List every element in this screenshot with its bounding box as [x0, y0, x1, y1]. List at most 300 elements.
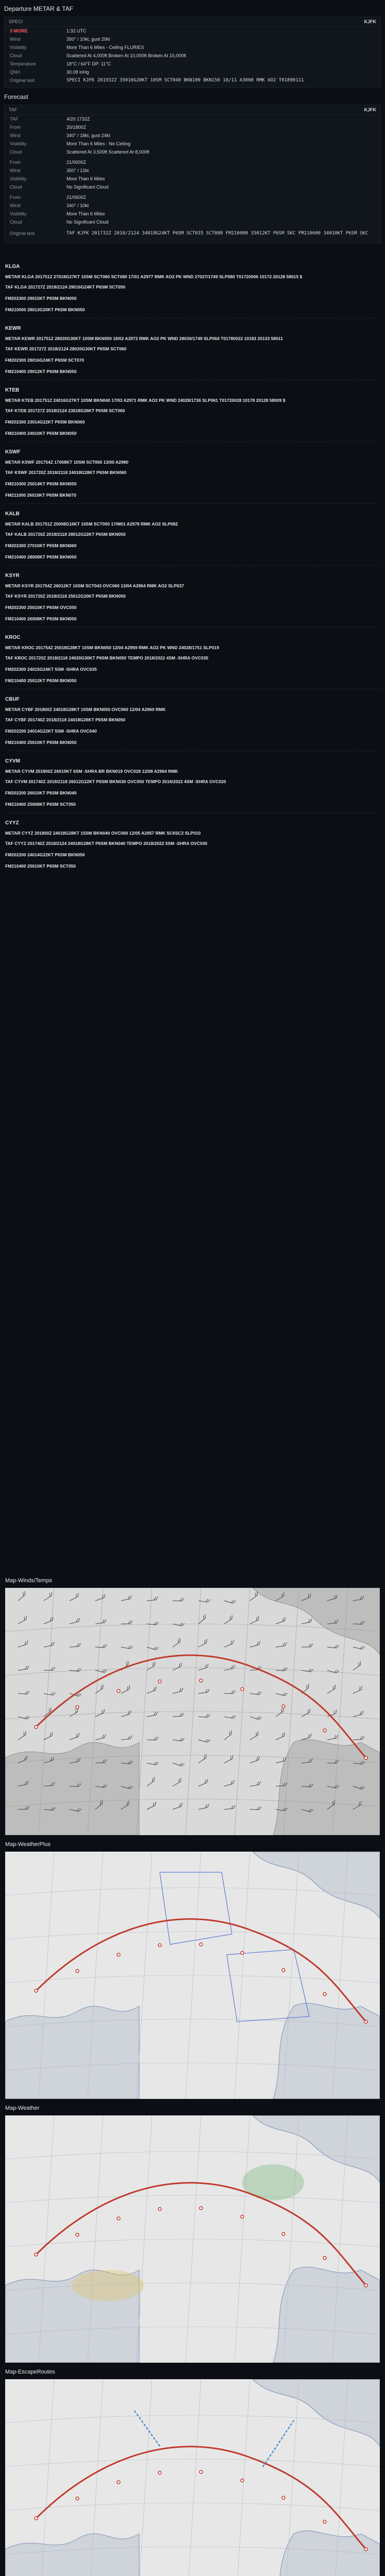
wind-barb-flag	[181, 1688, 183, 1691]
metar-line: METAR KALB 201751Z 25008G16KT 10SM SCT050 17/M01 A2978 RMK AO2 SLP082	[5, 521, 178, 527]
taf-original-value: TAF KJFK 201732Z 2018/2124 34018G24KT P6SM SCT035 SCT080 FM210000 35012KT P6SM SKC FM210600 34010KT P6SM SKC	[66, 231, 369, 236]
wind-barb	[275, 1642, 287, 1647]
p3-wind-label: Wind	[10, 203, 21, 208]
wind-barb	[17, 1640, 29, 1647]
map-title-weather: Map-Weather	[5, 2105, 40, 2111]
taf-line: FM202200 24014G22KT 5SM -SHRA OVC040	[5, 728, 97, 734]
taf-time-label: TAF	[10, 116, 19, 122]
wind-barb-shaft	[302, 1622, 311, 1624]
wind-barb	[147, 1737, 158, 1740]
wind-barb-shaft	[95, 1622, 105, 1624]
station-card	[5, 511, 380, 566]
wind-barb-flag	[79, 1643, 81, 1646]
wind-barb-shaft	[250, 1809, 259, 1810]
wind-barb-shaft	[18, 1619, 26, 1624]
wind-barb-shaft	[95, 1647, 105, 1648]
wind-barb	[43, 1642, 55, 1647]
wind-barb-shaft	[276, 1736, 284, 1740]
wind-barb	[18, 1666, 29, 1670]
station-card	[5, 573, 380, 628]
p3-cloud-label: Cloud	[10, 219, 22, 225]
wind-barb	[326, 1685, 337, 1693]
wind-barb	[18, 1714, 30, 1719]
waypoint-marker	[158, 2471, 161, 2475]
land-shape	[273, 2267, 380, 2363]
station-name: KEWR	[5, 326, 21, 331]
wind-barb	[68, 1593, 79, 1601]
wind-barb	[274, 1707, 285, 1717]
wind-barb-shaft	[353, 1689, 361, 1693]
wind-barb-flag	[258, 1641, 261, 1645]
wind-barb-flag	[103, 1645, 105, 1648]
wind-barb	[146, 1711, 158, 1717]
wind-barb	[276, 1690, 288, 1696]
wind-barb-flag	[259, 1691, 262, 1694]
temperature-label: Temperature	[10, 61, 36, 66]
wind-barb-flag	[258, 1756, 261, 1760]
waypoint-marker	[35, 1989, 38, 1992]
wind-barb-flag	[231, 1640, 235, 1643]
waypoint-marker	[323, 1993, 326, 1996]
waypoint-marker	[158, 2208, 161, 2211]
wind-barb-flag	[180, 1598, 182, 1601]
taf-line: TAF KROC 201720Z 2018/2118 24020G30KT P6SM BKN050 TEMPO 2018/2022 4SM -SHRA OVC035	[5, 655, 209, 660]
wind-barb-flag	[206, 1599, 208, 1602]
wind-barb-shaft	[70, 1621, 78, 1624]
station-list	[0, 264, 385, 869]
p3-wind: 340° / 10kt	[66, 203, 89, 208]
wind-barb	[95, 1619, 107, 1624]
wind-barb-flag	[130, 1736, 132, 1739]
wind-barb-flag	[182, 1598, 184, 1601]
waypoint-marker	[282, 1969, 285, 1972]
wind-barb-shaft	[276, 1670, 285, 1671]
taf-line: FM210400 25010KT P6SM SCT050	[5, 863, 76, 869]
wind-barb	[18, 1690, 29, 1694]
taf-line: FM210400 25012KT P6SM BKN050	[5, 678, 77, 683]
wind-barb	[302, 1644, 313, 1647]
map-weather[interactable]	[5, 2115, 380, 2363]
wind-barb	[248, 1732, 260, 1740]
page-title: Departure METAR & TAF	[4, 5, 74, 12]
wind-barb-flag	[130, 1621, 132, 1624]
station-name: KROC	[5, 635, 21, 640]
metar-line: METAR KTEB 201751Z 24016G27KT 10SM BKN040 17/03 A2971 RMK AO2 PK WND 24028/1736 SLP061 T01720028 10178 20128 58009 $	[5, 398, 286, 403]
taf-line: FM202300 28016G24KT P6SM SCT070	[5, 358, 85, 363]
wind-barb-shaft	[327, 1738, 337, 1740]
wind-barb-flag	[311, 1644, 313, 1647]
grid-line	[5, 2239, 380, 2247]
wind-barb-flag	[129, 1596, 132, 1599]
p1-visibility: More Than 6 Miles - No Ceiling	[66, 141, 130, 146]
waypoint-marker	[282, 2496, 285, 2499]
wind-barb-flag	[359, 1661, 362, 1665]
metar-time: 1:32 UTC	[66, 28, 87, 33]
visibility-label: Visibility	[10, 45, 27, 50]
grid-line	[235, 2115, 250, 2363]
taf-line: FM210000 28013G20KT P6SM BKN050	[5, 307, 85, 312]
taf-line: FM210400 24010KT P6SM BKN050	[5, 431, 77, 436]
wind-barb-flag	[103, 1709, 106, 1713]
waypoint-marker	[241, 1688, 244, 1691]
wind-barb-flag	[362, 1736, 364, 1739]
taf-line: TAF KALB 201720Z 2018/2118 28012G22KT P6SM BKN050	[5, 532, 126, 537]
wind-barb-shaft	[276, 1711, 283, 1717]
wind-barb	[223, 1755, 234, 1763]
waypoint-marker	[76, 1706, 79, 1709]
land-shape	[5, 2534, 139, 2576]
grid-line	[5, 2459, 380, 2467]
waypoint-marker	[282, 1705, 285, 1708]
wind-barb-flag	[334, 1645, 337, 1648]
wind-barb	[249, 1782, 261, 1786]
wind-barb-shaft	[250, 1620, 258, 1624]
wind-barb-shaft	[147, 1715, 156, 1717]
wind-barb	[353, 1711, 364, 1717]
wind-barb-shaft	[250, 1760, 259, 1763]
wind-barb-shaft	[250, 1595, 257, 1601]
taf-line: TAF CYVM 201740Z 2018/2118 26012G22KT P6SM BKN030 OVC050 TEMPO 2018/2022 4SM -SHRA OVC020	[5, 779, 226, 784]
cloud-value: Scattered At 4,000ft Broken At 10,000ft Broken At 15,000ft	[66, 53, 187, 58]
wind-barb-shaft	[353, 1739, 362, 1740]
wind-barb-shaft	[198, 1758, 206, 1763]
p1-wind-label: Wind	[10, 133, 21, 138]
station-card	[5, 820, 380, 869]
wind-barb-shaft	[70, 1737, 78, 1740]
wind-barb-flag	[207, 1689, 210, 1692]
wind-barb-shaft	[198, 1807, 208, 1809]
station-card	[5, 449, 380, 504]
wind-barb	[121, 1736, 132, 1740]
wind-barb-flag	[180, 1803, 183, 1806]
wind-label: Wind	[10, 37, 21, 42]
taf-line: TAF KLGA 201727Z 2018/2124 29016G24KT P6SM SCT050	[5, 284, 125, 290]
grid-line	[235, 1588, 250, 1835]
map-title-escape: Map-EscapeRoutes	[5, 2369, 55, 2375]
station-name: KSWF	[5, 449, 21, 455]
wind-barb	[224, 1805, 235, 1809]
wind-barb	[69, 1618, 80, 1624]
wind-barb-shaft	[353, 1665, 361, 1670]
wind-barb-flag	[259, 1782, 261, 1785]
wind-barb-shaft	[224, 1669, 233, 1670]
station-card	[5, 264, 380, 318]
wind-barb	[223, 1615, 234, 1624]
waypoint-marker	[241, 2215, 244, 2218]
land-shape	[253, 2379, 380, 2446]
wind-barb-shaft	[18, 1735, 26, 1740]
wind-barb	[224, 1665, 236, 1670]
wind-barb	[300, 1708, 311, 1717]
wind-barb	[327, 1735, 339, 1740]
cloud-label: Cloud	[10, 53, 22, 58]
wind-barb	[172, 1688, 184, 1693]
wind-barb-flag	[180, 1713, 182, 1716]
land-shape	[273, 1739, 380, 1835]
wind-barb-flag	[153, 1662, 157, 1665]
waypoint-marker	[282, 2232, 285, 2235]
wind-barb-shaft	[44, 1736, 52, 1740]
wind-barb	[327, 1644, 339, 1648]
wind-barb-flag	[25, 1666, 27, 1669]
wind-barb	[70, 1643, 81, 1647]
wind-barb	[121, 1621, 132, 1624]
grid-line	[5, 1711, 380, 1719]
wind-barb-flag	[156, 1711, 158, 1715]
taf-line: FM202300 23014G22KT P6SM BKN060	[5, 419, 85, 425]
wind-barb-flag	[285, 1668, 287, 1671]
wind-barb-shaft	[121, 1714, 130, 1717]
wind-barb-flag	[257, 1691, 260, 1694]
wind-barb-flag	[153, 1777, 156, 1781]
metar-panel	[4, 16, 381, 88]
wind-barb-flag	[154, 1802, 157, 1805]
taf-line: FM202300 24015G24KT 5SM -SHRA OVC035	[5, 667, 97, 672]
wind-barb	[275, 1617, 287, 1624]
wind-barb	[224, 1598, 236, 1604]
wind-barb-flag	[179, 1778, 182, 1782]
metar-line: METAR KLGA 201751Z 27018G27KT 10SM SCT060 SCT080 17/01 A2977 RMK AO2 PK WND 27027/1749 SLP080 T01720006 10172 20128 58015 $	[5, 274, 303, 279]
waypoint-marker	[117, 2481, 120, 2484]
wind-barb-shaft	[224, 1759, 232, 1763]
taf-line: TAF KSWF 201720Z 2018/2118 24018G28KT P6SM BKN060	[5, 470, 127, 475]
waypoint-marker	[323, 1729, 326, 1732]
wind-barb-shaft	[95, 1598, 104, 1601]
station-name: KSYR	[5, 573, 20, 579]
wind-barb-flag	[53, 1667, 55, 1670]
wind-barb-flag	[101, 1684, 105, 1688]
metar-line: METAR KSYR 201754Z 26012KT 10SM SCT043 OVC060 13/04 A2964 RMK AO2 SLP037	[5, 583, 184, 588]
wind-barb-flag	[307, 1684, 310, 1687]
wind-barb-flag	[154, 1737, 156, 1740]
grid-line	[137, 2115, 152, 2363]
wind-barb	[301, 1619, 313, 1624]
grid-line	[235, 2379, 250, 2576]
wind-barb-flag	[27, 1666, 29, 1669]
map-winds[interactable]	[5, 1588, 380, 1835]
wind-barb-shaft	[198, 1783, 207, 1786]
wind-barb	[173, 1621, 185, 1626]
taf-panel	[4, 105, 381, 243]
waypoint-marker	[35, 2517, 38, 2520]
wind-barb-flag	[104, 1619, 107, 1622]
taf-line: TAF KSYR 201720Z 2018/2118 25012G20KT P6SM BKN050	[5, 594, 126, 599]
wind-barb-shaft	[18, 1595, 25, 1601]
waypoint-marker	[35, 1725, 38, 1728]
wind-barb	[224, 1690, 236, 1693]
wind-barb-flag	[257, 1616, 260, 1620]
wind-barb-flag	[206, 1714, 208, 1717]
wind-barb-flag	[231, 1690, 233, 1693]
wind-barb-shaft	[250, 1645, 259, 1647]
wind-barb-flag	[204, 1614, 207, 1618]
waypoint-marker	[364, 2284, 367, 2287]
station-name: KTEB	[5, 387, 20, 393]
wind-barb	[197, 1779, 209, 1786]
taf-line: FM210400 26008KT P6SM BKN050	[5, 616, 77, 621]
wind-barb-flag	[27, 1691, 29, 1694]
wind-barb-shaft	[95, 1738, 105, 1740]
wind-barb	[250, 1806, 261, 1810]
wind-barb-flag	[128, 1621, 130, 1624]
wind-barb	[44, 1690, 56, 1696]
wind-barb-shaft	[70, 1786, 79, 1787]
p2-visibility-label: Visibility	[10, 176, 27, 181]
wind-barb	[351, 1661, 362, 1670]
wind-barb-flag	[337, 1645, 339, 1648]
waypoint-marker	[158, 1944, 161, 1947]
original-text-label: Original text	[10, 78, 35, 83]
taf-original-label: Original text	[10, 231, 35, 236]
taf-station-code: KJFK	[364, 107, 376, 112]
wind-barb-flag	[310, 1619, 312, 1622]
wind-barb	[197, 1664, 209, 1670]
wind-barb-flag	[360, 1736, 362, 1739]
wind-barb-shaft	[173, 1716, 182, 1717]
wind-barb-shaft	[147, 1805, 155, 1809]
wind-barb	[353, 1644, 365, 1650]
wind-barb	[224, 1714, 236, 1719]
wind-barb-flag	[50, 1592, 54, 1596]
wind-barb-flag	[360, 1686, 363, 1689]
station-divider	[5, 565, 380, 566]
waypoint-marker	[158, 1680, 161, 1683]
wind-barb-flag	[283, 1668, 285, 1671]
taf-line: FM202200 26010KT P6SM BKN040	[5, 790, 77, 795]
wind-barb	[147, 1760, 159, 1765]
taf-line: FM211000 26010KT P6SM BKN070	[5, 493, 76, 498]
visibility-value: More Than 6 Miles - Ceiling FLURIES	[66, 45, 144, 50]
wind-barb-flag	[77, 1643, 79, 1647]
wind-barb-flag	[309, 1734, 312, 1737]
station-card	[5, 387, 380, 442]
wind-barb-flag	[256, 1732, 260, 1735]
station-name: KALB	[5, 511, 20, 517]
wind-barb-shaft	[173, 1641, 180, 1647]
wind-barb	[120, 1685, 131, 1693]
waypoint-marker	[199, 1679, 203, 1682]
map-weatherplus-svg	[5, 1852, 380, 2099]
wind-barb-flag	[229, 1731, 233, 1734]
wind-barb	[43, 1617, 55, 1624]
wind-barb-flag	[155, 1687, 158, 1690]
wind-barb	[94, 1709, 106, 1717]
wind-barb-flag	[128, 1736, 130, 1739]
wind-barb	[95, 1644, 107, 1648]
wind-barb-shaft	[173, 1666, 181, 1670]
station-divider	[5, 812, 380, 813]
wind-barb	[198, 1804, 210, 1809]
wind-barb-shaft	[198, 1642, 207, 1647]
wind-barb	[250, 1714, 262, 1720]
wind-barb-shaft	[147, 1781, 154, 1786]
wind-barb	[222, 1731, 233, 1740]
waypoint-marker	[76, 1970, 79, 1973]
p2-from: 21/0000Z	[66, 160, 87, 165]
wind-barb-flag	[103, 1594, 106, 1598]
wind-barb	[145, 1802, 157, 1809]
wind-barb-shaft	[18, 1644, 27, 1647]
wind-barb	[173, 1760, 185, 1767]
wind-barb-flag	[309, 1644, 311, 1647]
wind-barb	[248, 1616, 260, 1624]
wind-barb-flag	[105, 1645, 107, 1648]
wind-barb	[121, 1596, 132, 1601]
wind-barb	[44, 1667, 55, 1670]
wind-barb	[68, 1708, 79, 1717]
wind-barb-shaft	[121, 1739, 130, 1740]
waypoint-marker	[323, 2520, 326, 2523]
waypoint-marker	[241, 1952, 244, 1955]
wind-barb-shaft	[44, 1620, 53, 1624]
wind-barb-shaft	[121, 1689, 129, 1693]
waypoint-marker	[199, 2470, 203, 2473]
wind-barb-flag	[156, 1597, 158, 1600]
taf-line: FM202300 25010KT P6SM OVC050	[5, 605, 77, 610]
taf-line: FM202300 29015KT P6SM BKN050	[5, 296, 77, 301]
wind-barb-shaft	[70, 1712, 77, 1717]
metar-meta-label	[10, 28, 66, 34]
wind-barb-flag	[25, 1616, 28, 1619]
wind-barb-flag	[205, 1689, 208, 1692]
grid-line	[235, 1852, 250, 2099]
wind-barb	[198, 1689, 210, 1693]
wind-barb-shaft	[224, 1808, 233, 1809]
wind-barb	[95, 1734, 107, 1740]
wind-barb-flag	[51, 1732, 54, 1736]
taf-panel-head	[5, 105, 380, 115]
wind-barb	[276, 1667, 287, 1671]
waypoint-marker	[117, 1689, 120, 1692]
p2-visibility: More Than 6 Miles	[66, 176, 105, 181]
wind-barb-flag	[104, 1734, 106, 1738]
wind-barb	[69, 1733, 80, 1740]
station-card	[5, 697, 380, 751]
wind-barb	[146, 1597, 158, 1601]
wind-barb	[223, 1780, 235, 1786]
taf-line: TAF CYYZ 201740Z 2018/2124 24018G28KT P6SM BKN040 TEMPO 2018/2022 5SM -SHRA OVC030	[5, 841, 208, 846]
wind-barb-flag	[156, 1737, 158, 1740]
wind-barb	[95, 1667, 107, 1673]
p3-from: 21/0600Z	[66, 195, 87, 200]
wind-barb-shaft	[353, 1715, 362, 1717]
metar-panel-head	[5, 17, 380, 27]
waypoint-marker	[76, 2497, 79, 2500]
wind-value: 350° / 10kt, gust 20kt	[66, 37, 110, 42]
wind-barb	[196, 1614, 207, 1624]
wind-barb-flag	[77, 1733, 80, 1737]
wind-barb-shaft	[173, 1763, 181, 1766]
wind-barb	[42, 1732, 54, 1740]
wind-barb	[353, 1736, 364, 1740]
p1-cloud: Scattered At 3,500ft Scattered At 8,000ft	[66, 149, 149, 155]
wind-barb-shaft	[173, 1806, 181, 1809]
wind-barb-flag	[233, 1690, 236, 1693]
wind-barb-flag	[308, 1708, 311, 1712]
qnh-label: QNH	[10, 70, 20, 75]
wind-barb-flag	[231, 1805, 233, 1808]
waypoint-marker	[117, 2217, 120, 2220]
map-weatherplus[interactable]	[5, 1852, 380, 2099]
wind-barb-flag	[232, 1780, 235, 1784]
land-shape	[273, 2003, 380, 2099]
map-escape[interactable]	[5, 2379, 380, 2576]
wind-barb-shaft	[173, 1782, 181, 1786]
p3-cloud: No Significant Cloud	[66, 219, 109, 225]
wind-barb-shaft	[147, 1690, 156, 1693]
wind-barb	[327, 1667, 339, 1673]
wind-barb-shaft	[18, 1693, 27, 1694]
